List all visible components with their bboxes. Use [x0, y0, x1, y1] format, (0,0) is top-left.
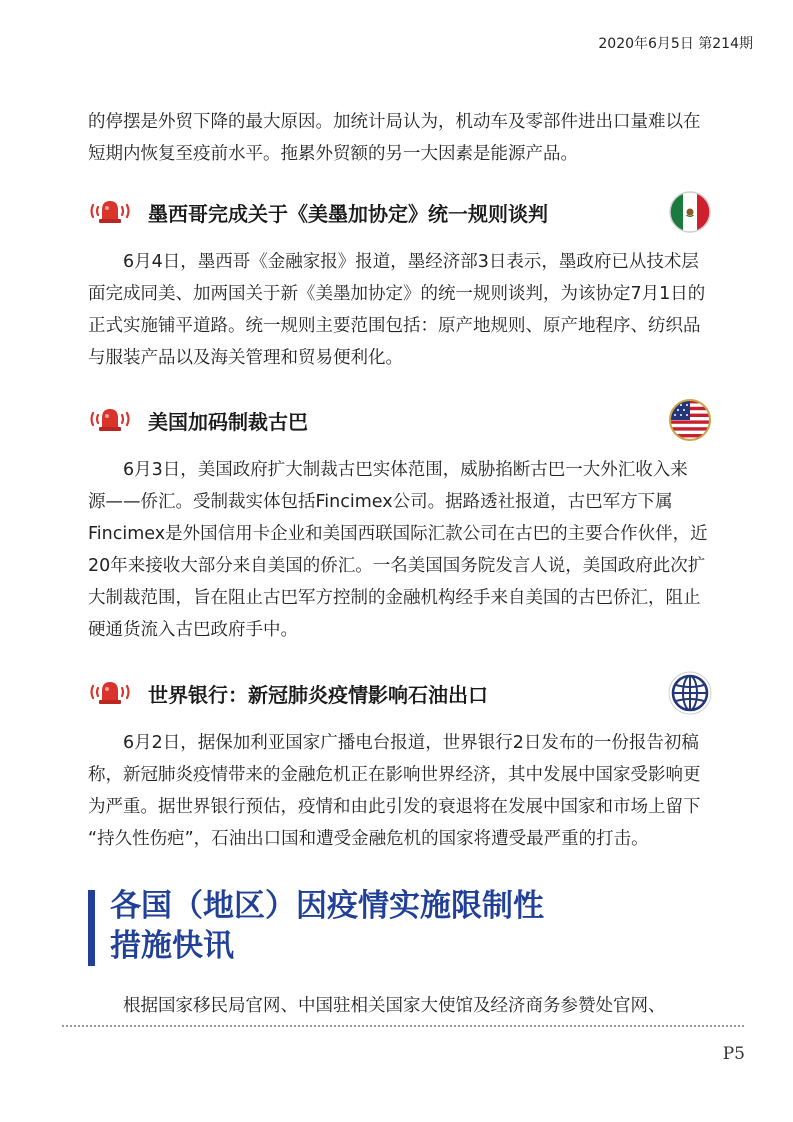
news-heading-mexico: [88, 190, 718, 234]
section-title: 各国（地区）因疫情实施限制性 措施快讯: [110, 888, 544, 964]
news-heading-world-bank: [88, 671, 718, 715]
page-number: P5: [722, 1044, 745, 1064]
news-title: 美国加码制裁古巴: [148, 410, 308, 434]
footer-divider: [62, 1025, 744, 1027]
news-heading-usa: [88, 398, 718, 442]
alarm-bell-icon: [88, 677, 132, 707]
news-body-world-bank: 6月2日，据保加利亚国家广播电台报道，世界银行2日发布的一份报告初稿 称，新冠肺炎疫情带来的金融危机正在影响世界经济，其中发展中国家受影响更 为严重。据世界银行预估，疫情和由此引发的衰退将在发展中国家和市场上留下 “持久性伤疤”，石油出口国和遭受金融危机的国家将遭受最严重的打击。: [88, 733, 701, 849]
news-title: 墨西哥完成关于《美墨加协定》统一规则谈判: [148, 202, 548, 226]
news-body-mexico: 6月4日，墨西哥《金融家报》报道，墨经济部3日表示，墨政府已从技术层 面完成同美、加两国关于新《美墨加协定》的统一规则谈判，为该协定7月1日的 正式实施铺平道路。统一规则主要范围包括：原产地规则、原产地程序、纺织品 与服装产品以及海关管理和贸易便利化。: [88, 252, 706, 368]
mexico-flag-icon: [668, 190, 712, 234]
intro-paragraph: 的停摆是外贸下降的最大原因。加统计局认为，机动车及零部件进出口量难以在 短期内恢复至疫前水平。拖累外贸额的另一大因素是能源产品。: [88, 112, 701, 164]
alarm-bell-icon: [88, 404, 132, 434]
section-accent-bar: [88, 890, 95, 966]
section-paragraph: 根据国家移民局官网、中国驻相关国家大使馆及经济商务参赞处官网、: [123, 996, 666, 1016]
usa-flag-icon: [668, 398, 712, 442]
news-title: 世界银行：新冠肺炎疫情影响石油出口: [148, 683, 488, 707]
alarm-bell-icon: [88, 196, 132, 226]
issue-date: 2020年6月5日 第214期: [598, 36, 753, 52]
world-bank-globe-icon: [668, 671, 712, 715]
news-body-usa: 6月3日，美国政府扩大制裁古巴实体范围，威胁掐断古巴一大外汇收入来 源——侨汇。受制裁实体包括Fincimex公司。据路透社报道，古巴军方下属 Fincimex是外国信用卡企业和美国西联国际汇款公司在古巴的主要合作伙伴，近 20年来接收大部分来自美国的侨汇。一名美国国务院发言人说，美国政府此次扩 大制裁范围，旨在阻止古巴军方控制的金融机构经手来自美国的古巴侨汇，阻止 硬通货流入古巴政府手中。: [88, 460, 708, 640]
